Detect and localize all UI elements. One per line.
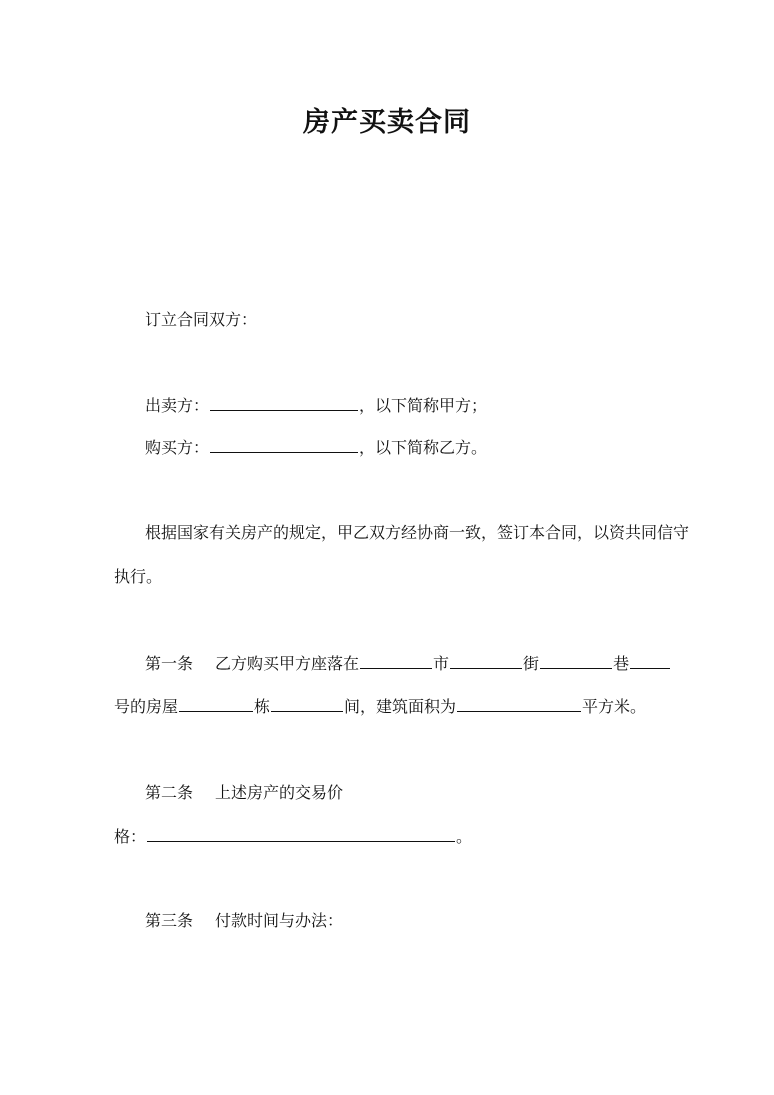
article2-line-2 bbox=[114, 825, 472, 848]
article2-text-b: 格： bbox=[114, 827, 147, 846]
street-label: 街 bbox=[523, 654, 540, 673]
buyer-suffix: ，以下简称乙方。 bbox=[359, 438, 488, 457]
building-blank[interactable] bbox=[179, 695, 253, 712]
article3-line bbox=[145, 910, 343, 932]
article1-number: 第一条 bbox=[145, 654, 194, 673]
parties-heading: 订立合同双方： bbox=[145, 310, 258, 329]
buyer-line bbox=[145, 436, 487, 459]
house-number-blank[interactable] bbox=[630, 652, 670, 669]
article3-text: 付款时间与办法： bbox=[215, 911, 344, 930]
lane-blank[interactable] bbox=[540, 652, 612, 669]
article2-end: 。 bbox=[456, 827, 473, 846]
area-blank[interactable] bbox=[457, 695, 581, 712]
article3-number: 第三条 bbox=[145, 911, 194, 930]
room-label: 间，建筑面积为 bbox=[344, 697, 457, 716]
article2-line-1 bbox=[145, 782, 343, 804]
building-label: 栋 bbox=[254, 697, 271, 716]
area-unit: 平方米。 bbox=[582, 697, 647, 716]
article1-line-2 bbox=[114, 695, 646, 718]
preamble-line-1: 根据国家有关房产的规定，甲乙双方经协商一致，签订本合同，以资共同信守 bbox=[145, 523, 690, 542]
seller-name-blank[interactable] bbox=[210, 394, 358, 411]
city-blank[interactable] bbox=[360, 652, 432, 669]
document-title: 房产买卖合同 bbox=[303, 107, 471, 138]
buyer-name-blank[interactable] bbox=[210, 436, 358, 453]
buyer-label: 购买方： bbox=[145, 438, 210, 457]
article1-line-1 bbox=[145, 652, 671, 675]
preamble-line-2: 执行。 bbox=[114, 567, 163, 586]
seller-line bbox=[145, 394, 487, 417]
lane-label: 巷 bbox=[613, 654, 630, 673]
article1-text-b: 号的房屋 bbox=[114, 697, 179, 716]
street-blank[interactable] bbox=[450, 652, 522, 669]
seller-suffix: ，以下简称甲方； bbox=[359, 396, 488, 415]
article1-text-a: 乙方购买甲方座落在 bbox=[215, 654, 360, 673]
seller-label: 出卖方： bbox=[145, 396, 210, 415]
price-blank[interactable] bbox=[147, 825, 455, 842]
article2-text-a: 上述房产的交易价 bbox=[215, 783, 344, 802]
article2-number: 第二条 bbox=[145, 783, 194, 802]
room-blank[interactable] bbox=[271, 695, 343, 712]
city-label: 市 bbox=[433, 654, 450, 673]
